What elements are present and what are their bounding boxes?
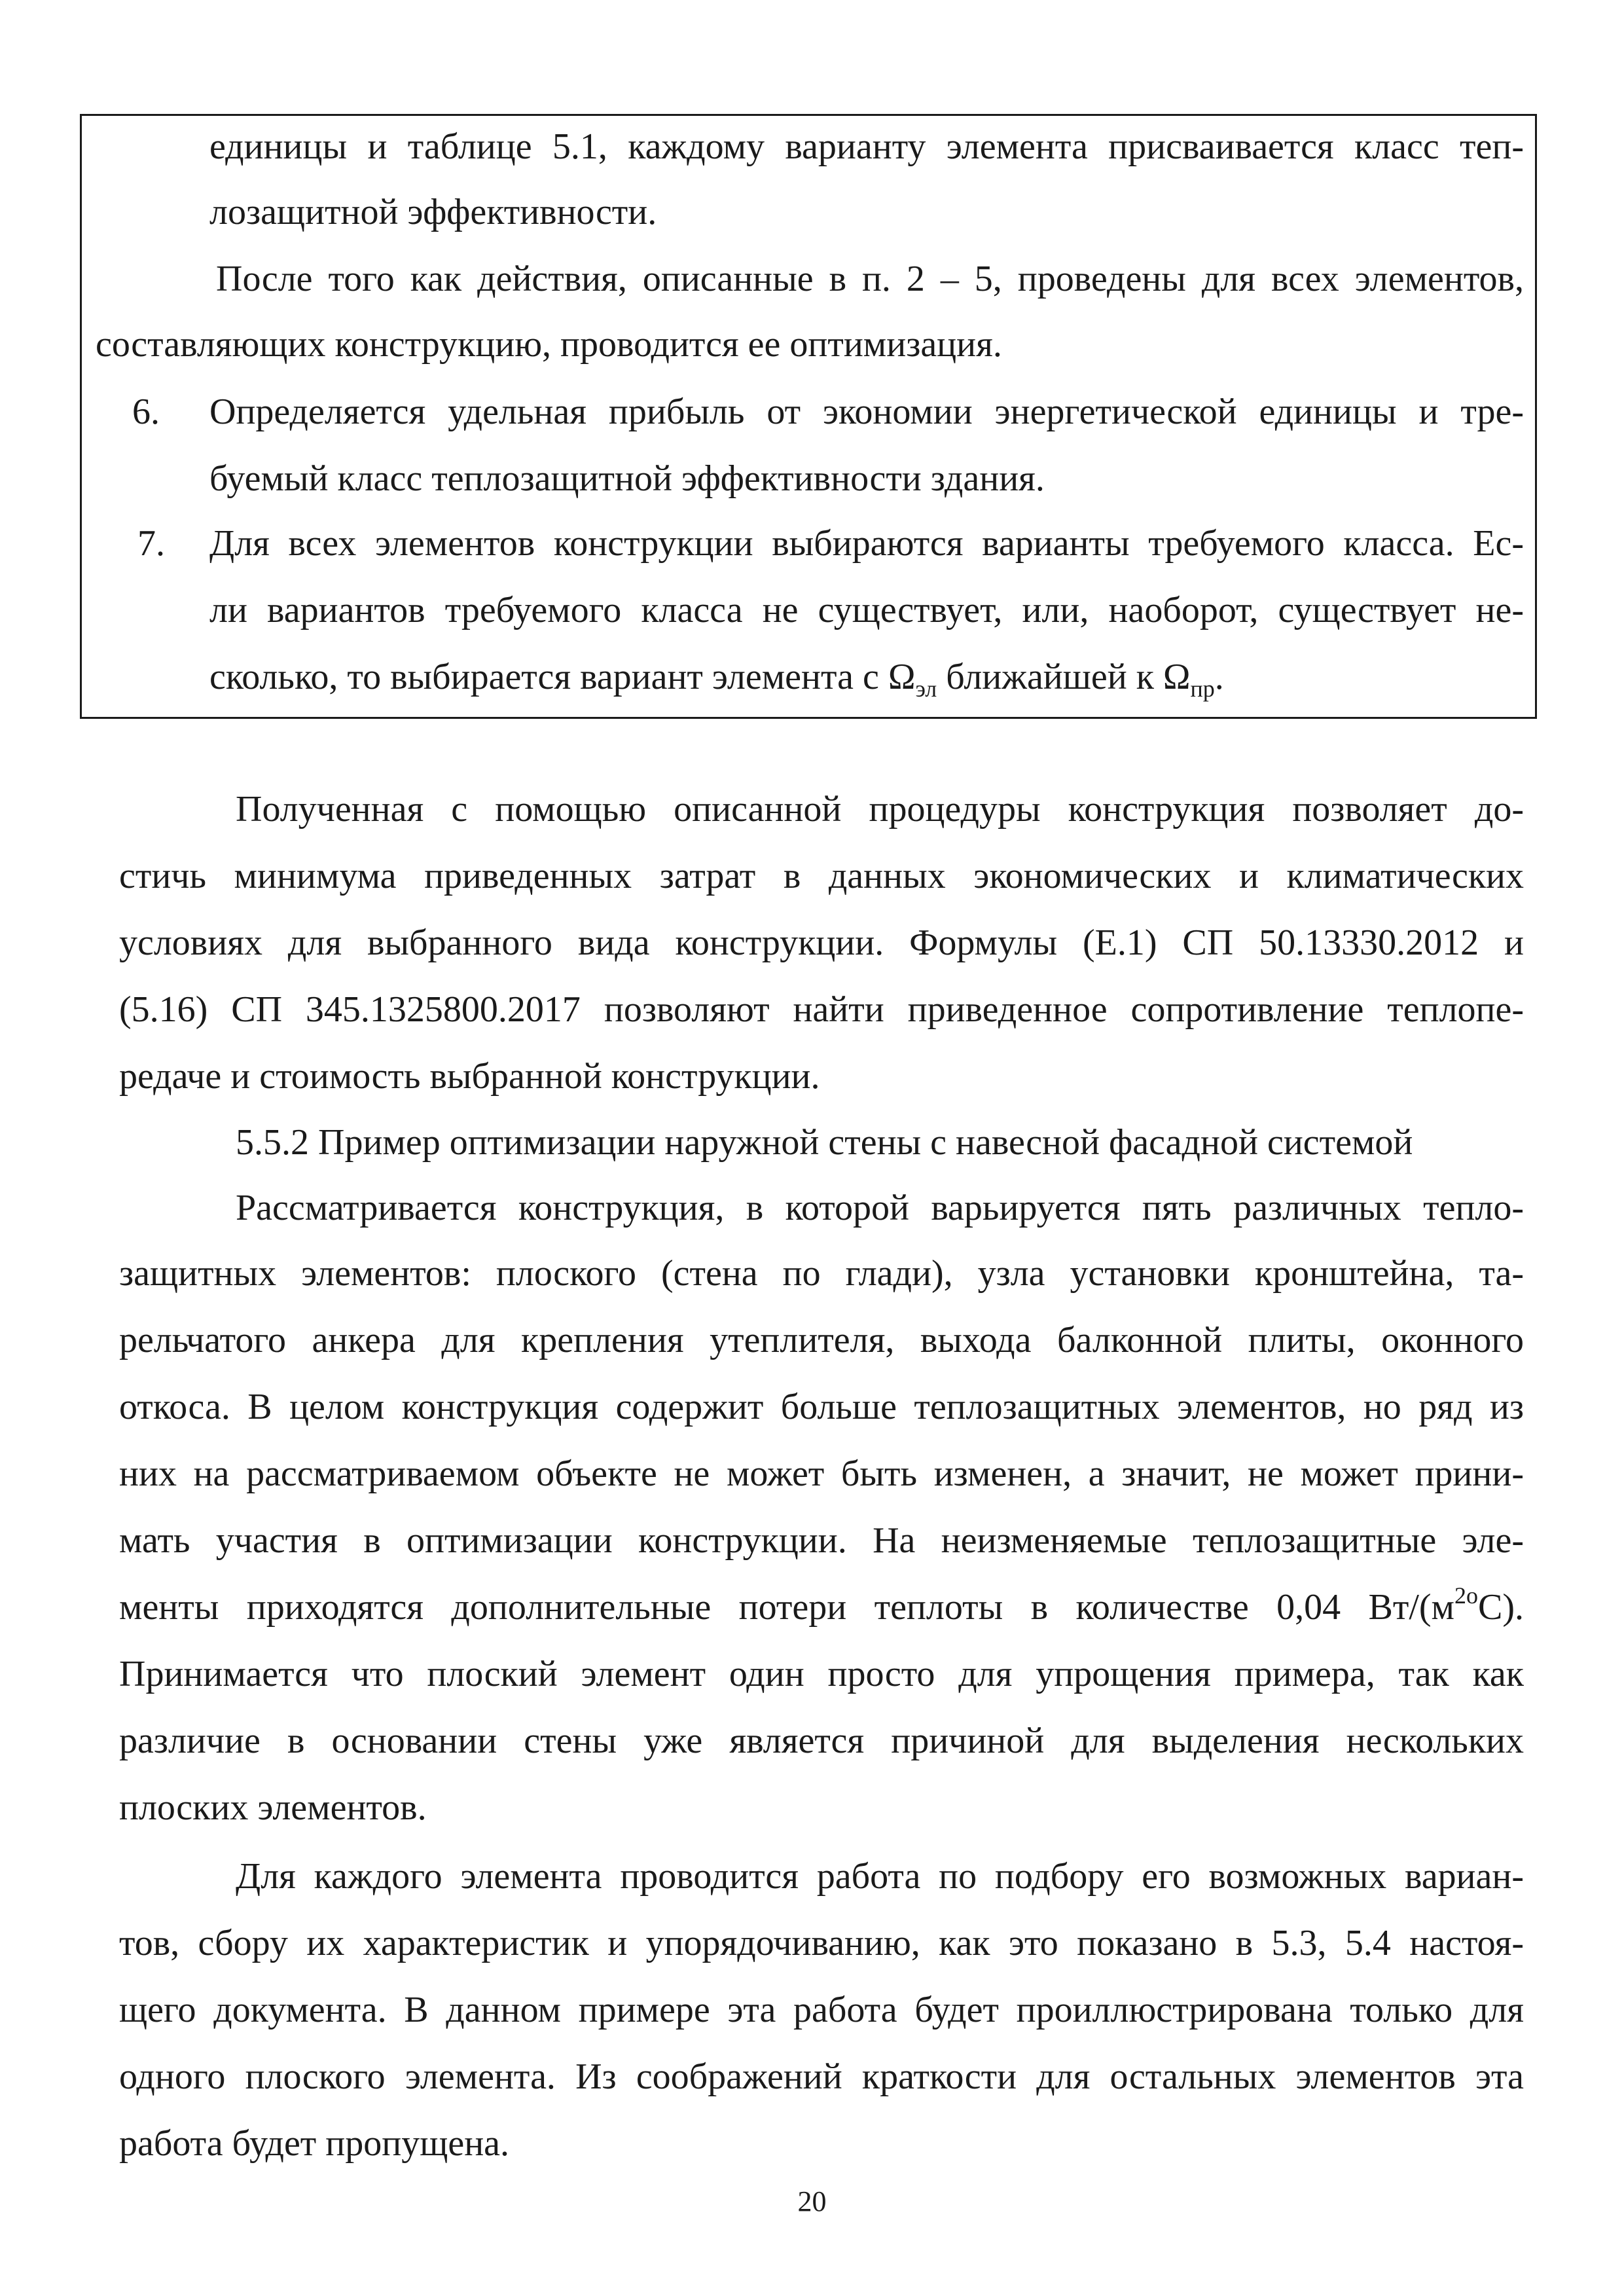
box-item7-number: 7. bbox=[137, 523, 165, 564]
para2-formula-text-b: С). bbox=[1478, 1587, 1524, 1628]
box-item6-line2: буемый класс теплозащитной эффективности здания. bbox=[209, 458, 1045, 499]
para3-line3: щего документа. В данном примере эта работа будет проиллюстрирована только для bbox=[119, 1990, 1524, 2030]
para3-line5: работа будет пропущена. bbox=[119, 2123, 510, 2164]
box-item7-text-c: . bbox=[1214, 657, 1224, 697]
para2-line10: плоских элементов. bbox=[119, 1787, 427, 1828]
para1-line1: Полученная с помощью описанной процедуры конструкция позволяет до- bbox=[236, 789, 1524, 829]
para2-line3: рельчатого анкера для крепления утеплителя, выхода балконной плиты, оконного bbox=[119, 1320, 1524, 1360]
box-after-paragraph-line2: составляющих конструкцию, проводится ее оптимизация. bbox=[96, 324, 1002, 365]
para3-line1: Для каждого элемента проводится работа по подбору его возможных вариан- bbox=[236, 1856, 1524, 1897]
box-item5-line2: лозащитной эффективности. bbox=[209, 192, 657, 232]
para2-line8: Принимается что плоский элемент один просто для упрощения примера, так как bbox=[119, 1654, 1524, 1694]
box-item7-text-b: ближайшей к Ω bbox=[937, 657, 1191, 697]
para2-line4: откоса. В целом конструкция содержит больше теплозащитных элементов, но ряд из bbox=[119, 1387, 1524, 1427]
para2-formula-text-a: менты приходятся дополнительные потери теплоты в количестве 0,04 Вт/(м bbox=[119, 1587, 1454, 1628]
unit-superscript: 2о bbox=[1454, 1582, 1478, 1609]
para3-line2: тов, сбору их характеристик и упорядочиванию, как это показано в 5.3, 5.4 настоя- bbox=[119, 1923, 1524, 1963]
box-item6-number: 6. bbox=[132, 392, 160, 432]
para2-line9: различие в основании стены уже является причиной для выделения нескольких bbox=[119, 1721, 1524, 1761]
para3-line4: одного плоского элемента. Из соображений краткости для остальных элементов эта bbox=[119, 2056, 1524, 2097]
para2-line1: Рассматривается конструкция, в которой варьируется пять различных тепло- bbox=[236, 1188, 1524, 1228]
para1-line3: условиях для выбранного вида конструкции. Формулы (Е.1) СП 50.13330.2012 и bbox=[119, 922, 1524, 963]
box-item7-line2: ли вариантов требуемого класса не существует, или, наоборот, существует не- bbox=[209, 590, 1524, 630]
box-item6-line1: Определяется удельная прибыль от экономии энергетической единицы и тре- bbox=[209, 392, 1524, 432]
page-number: 20 bbox=[797, 2185, 827, 2217]
para1-line2: стичь минимума приведенных затрат в данных экономических и климатических bbox=[119, 856, 1524, 896]
para2-line6: мать участия в оптимизации конструкции. На неизменяемые теплозащитные эле- bbox=[119, 1520, 1524, 1561]
box-after-paragraph-line1: После того как действия, описанные в п. 2 – 5, проведены для всех элементов, bbox=[216, 259, 1524, 299]
para1-line4: (5.16) СП 345.1325800.2017 позволяют найти приведенное сопротивление теплопе- bbox=[119, 989, 1524, 1030]
box-item7-line1: Для всех элементов конструкции выбираются варианты требуемого класса. Ес- bbox=[209, 523, 1524, 564]
omega-el-subscript: эл bbox=[915, 676, 937, 702]
para2-line2: защитных элементов: плоского (стена по глади), узла установки кронштейна, та- bbox=[119, 1253, 1524, 1294]
box-item7-text-a: сколько, то выбирается вариант элемента с Ω bbox=[209, 657, 916, 697]
box-item7-line3 bbox=[209, 657, 1224, 702]
omega-pr-subscript: пр bbox=[1190, 676, 1215, 702]
para2-line7 bbox=[119, 1582, 1524, 1628]
para1-line5: редаче и стоимость выбранной конструкции. bbox=[119, 1056, 820, 1097]
box-item5-line1: единицы и таблице 5.1, каждому варианту элемента присваивается класс теп- bbox=[209, 126, 1524, 167]
para2-line5: них на рассматриваемом объекте не может быть изменен, а значит, не может прини- bbox=[119, 1453, 1524, 1494]
section-heading: 5.5.2 Пример оптимизации наружной стены с навесной фасадной системой bbox=[236, 1122, 1413, 1163]
